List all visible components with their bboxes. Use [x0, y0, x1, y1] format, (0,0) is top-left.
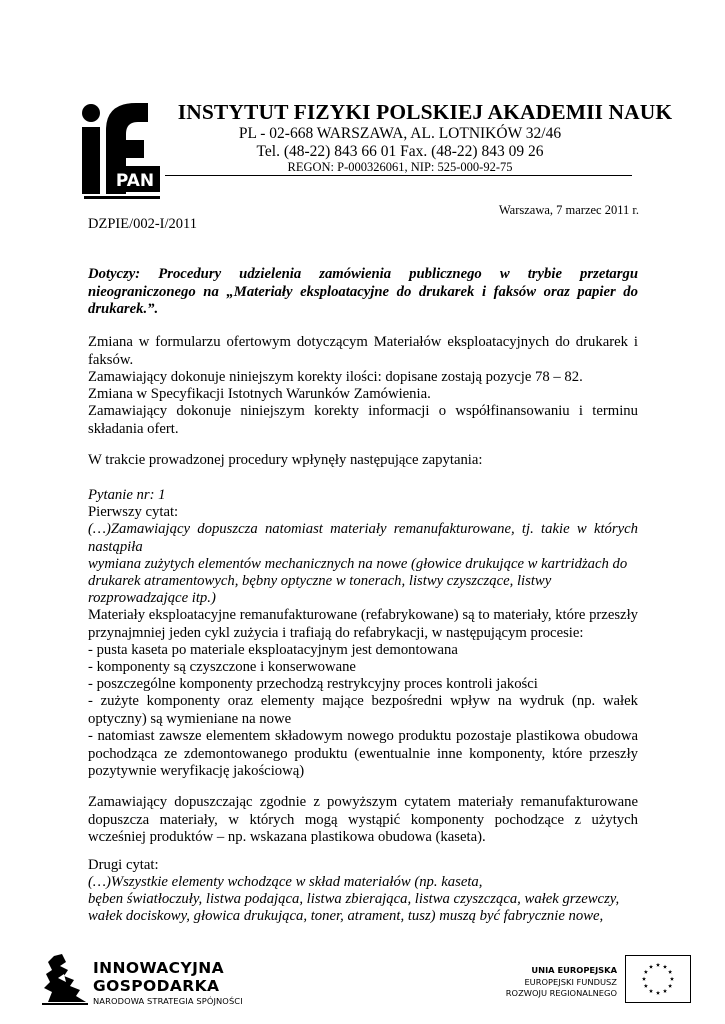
second-quote-label: Drugi cytat: — [88, 857, 159, 873]
footer-ig-line-1: INNOWACYJNA — [93, 959, 225, 977]
quote-1-line-2: wymiana zużytych elementów mechanicznych na nowe (głowice drukujące w kartridżach do — [88, 556, 628, 572]
footer-ig-line-3: NARODOWA STRATEGIA SPÓJNOŚCI — [93, 996, 243, 1006]
question-label: Pytanie nr: 1 — [88, 487, 166, 503]
bullet-2: - komponenty są czyszczone i konserwowane — [88, 659, 356, 675]
innowacyjna-gospodarka-logo — [40, 952, 90, 1008]
bullet-4: - zużyte komponenty oraz elementy mające bezpośredni wpływ na wydruk (np. wałek optyczny) są wymieniane na nowe — [88, 693, 638, 727]
footer-eu-line-2: EUROPEJSKI FUNDUSZ — [524, 977, 617, 987]
header-divider — [165, 175, 632, 176]
document-date: Warszawa, 7 marzec 2011 r. — [498, 203, 639, 217]
footer-eu-line-3: ROZWOJU REGIONALNEGO — [505, 988, 617, 998]
quote-1-line-4: rozprowadzające itp.) — [88, 590, 216, 606]
footer-eu-line-1: UNIA EUROPEJSKA — [531, 965, 617, 975]
bullet-1: - pusta kaseta po materiale eksploatacyjnym jest demontowana — [88, 642, 458, 658]
footer-ig-line-2: GOSPODARKA — [93, 977, 220, 995]
quote-2-line-1: (…)Wszystkie elementy wchodzące w skład materiałów (np. kaseta, — [88, 874, 483, 890]
quote-1-line-1: (…)Zamawiający dopuszcza natomiast materiały remanufakturowane, tj. takie w których nastąpiła — [88, 521, 638, 555]
change-line-3: Zmiana w Specyfikacji Istotnych Warunków Zamówienia. — [88, 386, 431, 402]
institution-address: PL - 02-668 WARSZAWA, AL. LOTNIKÓW 32/46 — [238, 125, 562, 142]
change-line-2: Zamawiający dokonuje niniejszym korekty ilości: dopisane zostają pozycje 78 – 82. — [88, 369, 583, 385]
first-quote-label: Pierwszy cytat: — [88, 504, 179, 520]
document-reference: DZPIE/002-I/2011 — [88, 216, 198, 232]
institution-regon: REGON: P-000326061, NIP: 525-000-92-75 — [287, 160, 513, 174]
change-line-4: Zamawiający dokonuje niniejszym korekty informacji o współfinansowaniu i terminu składania ofert. — [88, 403, 638, 437]
eu-flag-icon — [625, 955, 691, 1003]
question-body: Materiały eksploatacyjne remanufakturowane (refabrykowane) są to materiały, które przeszły przynajmniej jeden cykl zużycia i trafiają do refabrykacji, w następującym procesie: — [88, 607, 638, 641]
change-line-1: Zmiana w formularzu ofertowym dotyczącym Materiałów eksploatacyjnych do drukarek i faksów. — [88, 334, 638, 368]
quote-2-line-3: wałek dociskowy, głowica drukująca, toner, atrament, tusz) muszą być fabrycznie nowe, — [88, 908, 604, 924]
intro-text: W trakcie prowadzonej procedury wpłynęły następujące zapytania: — [88, 452, 483, 468]
institution-phone: Tel. (48-22) 843 66 01 Fax. (48-22) 843 09 26 — [256, 143, 544, 160]
bullet-3: - poszczególne komponenty przechodzą restrykcyjny proces kontroli jakości — [88, 676, 538, 692]
ifpan-logo — [78, 100, 162, 210]
conclusion: Zamawiający dopuszczając zgodnie z powyższym cytatem materiały remanufakturowane dopuszcza materiały, w których mogą wystąpić komponenty pochodzące z użytych wcześniej produktów – np. wskazana plastikowa obudowa (kaseta). — [88, 794, 638, 846]
quote-2-line-2: bęben światłoczuły, listwa podająca, listwa zbierająca, listwa czyszcząca, wałek grzewczy, — [88, 891, 620, 907]
logo-pan-text: PAN — [115, 171, 155, 191]
quote-1-line-3: drukarek atramentowych, bębny optyczne w tonerach, listwy czyszczące, listwy — [88, 573, 552, 589]
bullet-5: - natomiast zawsze elementem składowym nowego produktu pozostaje plastikowa obudowa pochodząca ze zdemontowanego produktu (ewentualnie inne komponenty, które przeszły pozytywnie weryfikację jakościową) — [88, 728, 638, 780]
subject: Dotyczy: Procedury udzielenia zamówienia publicznego w trybie przetargu nieograniczonego na „Materiały eksploatacyjne do drukarek i faksów oraz papier do drukarek.”. — [88, 266, 638, 318]
institution-name: INSTYTUT FIZYKI POLSKIEJ AKADEMII NAUK — [177, 100, 673, 124]
